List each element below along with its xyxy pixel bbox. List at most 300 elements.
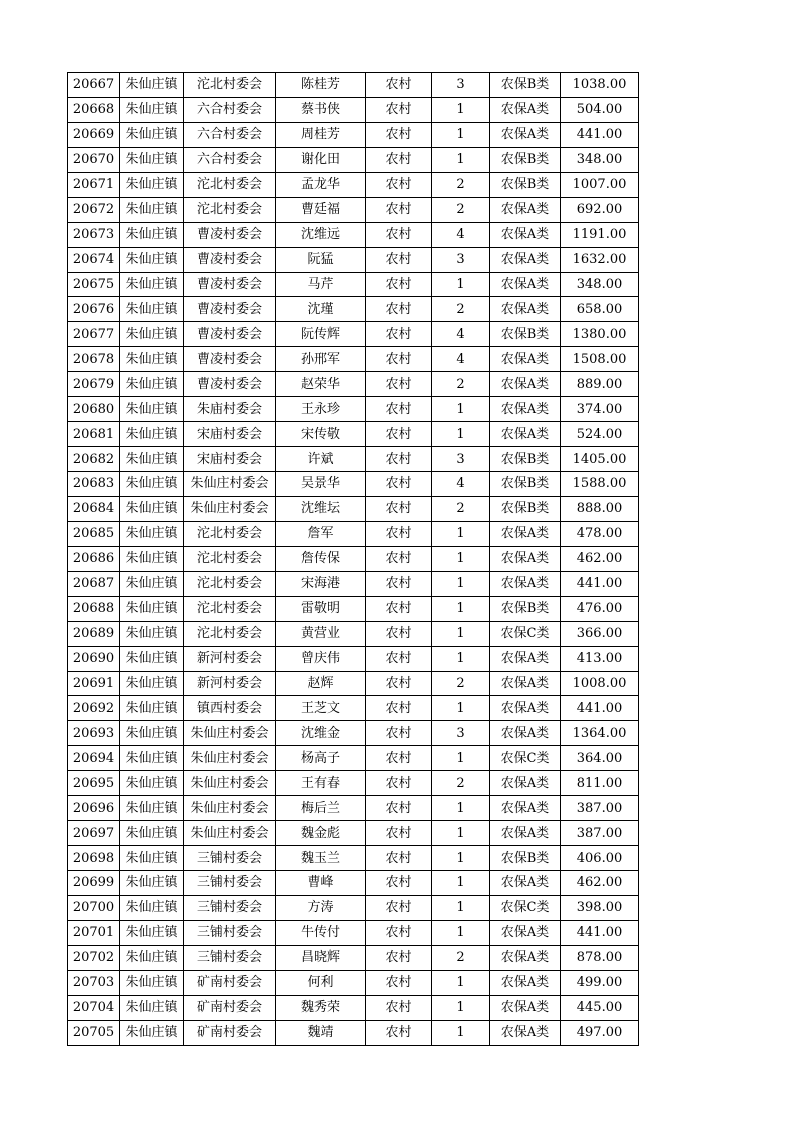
village-cell: 沱北村委会 — [184, 172, 276, 197]
town-cell: 朱仙庄镇 — [120, 397, 184, 422]
household-size-cell: 2 — [432, 172, 490, 197]
category-cell: 农保B类 — [490, 472, 561, 497]
table-row — [68, 272, 639, 297]
village-cell: 曹凌村委会 — [184, 322, 276, 347]
category-cell: 农保A类 — [490, 397, 561, 422]
village-cell: 朱仙庄村委会 — [184, 771, 276, 796]
town-cell: 朱仙庄镇 — [120, 496, 184, 521]
category-cell: 农保A类 — [490, 521, 561, 546]
name-cell: 詹传保 — [276, 546, 366, 571]
household-size-cell: 1 — [432, 970, 490, 995]
area-type-cell: 农村 — [366, 970, 432, 995]
household-size-cell: 4 — [432, 347, 490, 372]
name-cell: 王芝文 — [276, 696, 366, 721]
table-row — [68, 671, 639, 696]
area-type-cell: 农村 — [366, 472, 432, 497]
amount-cell: 413.00 — [561, 646, 639, 671]
name-cell: 许斌 — [276, 447, 366, 472]
village-cell: 朱仙庄村委会 — [184, 496, 276, 521]
table-row — [68, 821, 639, 846]
household-size-cell: 1 — [432, 796, 490, 821]
area-type-cell: 农村 — [366, 696, 432, 721]
village-cell: 沱北村委会 — [184, 546, 276, 571]
area-type-cell: 农村 — [366, 945, 432, 970]
name-cell: 阮传辉 — [276, 322, 366, 347]
village-cell: 镇西村委会 — [184, 696, 276, 721]
name-cell: 雷敬明 — [276, 596, 366, 621]
household-size-cell: 1 — [432, 895, 490, 920]
name-cell: 詹军 — [276, 521, 366, 546]
household-size-cell: 2 — [432, 671, 490, 696]
area-type-cell: 农村 — [366, 846, 432, 871]
town-cell: 朱仙庄镇 — [120, 73, 184, 98]
area-type-cell: 农村 — [366, 397, 432, 422]
category-cell: 农保B类 — [490, 172, 561, 197]
table-row — [68, 397, 639, 422]
name-cell: 黄营业 — [276, 621, 366, 646]
record-id-cell: 20700 — [68, 895, 120, 920]
area-type-cell: 农村 — [366, 895, 432, 920]
category-cell: 农保A类 — [490, 571, 561, 596]
name-cell: 曾庆伟 — [276, 646, 366, 671]
category-cell: 农保A类 — [490, 970, 561, 995]
household-size-cell: 3 — [432, 247, 490, 272]
village-cell: 沱北村委会 — [184, 621, 276, 646]
record-id-cell: 20678 — [68, 347, 120, 372]
area-type-cell: 农村 — [366, 746, 432, 771]
record-id-cell: 20683 — [68, 472, 120, 497]
record-id-cell: 20674 — [68, 247, 120, 272]
table-row — [68, 172, 639, 197]
town-cell: 朱仙庄镇 — [120, 472, 184, 497]
area-type-cell: 农村 — [366, 771, 432, 796]
table-row — [68, 347, 639, 372]
village-cell: 曹凌村委会 — [184, 372, 276, 397]
amount-cell: 811.00 — [561, 771, 639, 796]
town-cell: 朱仙庄镇 — [120, 122, 184, 147]
amount-cell: 692.00 — [561, 197, 639, 222]
name-cell: 赵辉 — [276, 671, 366, 696]
village-cell: 矿南村委会 — [184, 995, 276, 1020]
record-id-cell: 20701 — [68, 920, 120, 945]
household-size-cell: 1 — [432, 546, 490, 571]
area-type-cell: 农村 — [366, 521, 432, 546]
town-cell: 朱仙庄镇 — [120, 771, 184, 796]
amount-cell: 374.00 — [561, 397, 639, 422]
record-id-cell: 20680 — [68, 397, 120, 422]
area-type-cell: 农村 — [366, 1020, 432, 1045]
area-type-cell: 农村 — [366, 322, 432, 347]
name-cell: 马芹 — [276, 272, 366, 297]
area-type-cell: 农村 — [366, 422, 432, 447]
household-size-cell: 1 — [432, 122, 490, 147]
record-id-cell: 20689 — [68, 621, 120, 646]
village-cell: 三铺村委会 — [184, 920, 276, 945]
category-cell: 农保A类 — [490, 821, 561, 846]
area-type-cell: 农村 — [366, 571, 432, 596]
category-cell: 农保A类 — [490, 920, 561, 945]
town-cell: 朱仙庄镇 — [120, 97, 184, 122]
name-cell: 孟龙华 — [276, 172, 366, 197]
town-cell: 朱仙庄镇 — [120, 247, 184, 272]
town-cell: 朱仙庄镇 — [120, 147, 184, 172]
household-size-cell: 1 — [432, 846, 490, 871]
village-cell: 沱北村委会 — [184, 521, 276, 546]
area-type-cell: 农村 — [366, 671, 432, 696]
town-cell: 朱仙庄镇 — [120, 746, 184, 771]
amount-cell: 445.00 — [561, 995, 639, 1020]
category-cell: 农保C类 — [490, 621, 561, 646]
village-cell: 朱仙庄村委会 — [184, 746, 276, 771]
area-type-cell: 农村 — [366, 222, 432, 247]
household-size-cell: 1 — [432, 147, 490, 172]
category-cell: 农保A类 — [490, 995, 561, 1020]
amount-cell: 1038.00 — [561, 73, 639, 98]
name-cell: 魏玉兰 — [276, 846, 366, 871]
village-cell: 矿南村委会 — [184, 1020, 276, 1045]
name-cell: 沈维金 — [276, 721, 366, 746]
area-type-cell: 农村 — [366, 447, 432, 472]
amount-cell: 1191.00 — [561, 222, 639, 247]
record-id-cell: 20675 — [68, 272, 120, 297]
village-cell: 三铺村委会 — [184, 846, 276, 871]
category-cell: 农保A类 — [490, 771, 561, 796]
household-size-cell: 2 — [432, 372, 490, 397]
household-size-cell: 3 — [432, 447, 490, 472]
name-cell: 阮猛 — [276, 247, 366, 272]
category-cell: 农保A类 — [490, 122, 561, 147]
name-cell: 吴景华 — [276, 472, 366, 497]
table-row — [68, 721, 639, 746]
town-cell: 朱仙庄镇 — [120, 272, 184, 297]
area-type-cell: 农村 — [366, 197, 432, 222]
record-id-cell: 20679 — [68, 372, 120, 397]
table-row — [68, 521, 639, 546]
household-size-cell: 1 — [432, 646, 490, 671]
village-cell: 曹凌村委会 — [184, 222, 276, 247]
town-cell: 朱仙庄镇 — [120, 721, 184, 746]
area-type-cell: 农村 — [366, 247, 432, 272]
household-size-cell: 1 — [432, 746, 490, 771]
amount-cell: 1588.00 — [561, 472, 639, 497]
amount-cell: 497.00 — [561, 1020, 639, 1045]
area-type-cell: 农村 — [366, 372, 432, 397]
amount-cell: 348.00 — [561, 147, 639, 172]
category-cell: 农保A类 — [490, 796, 561, 821]
table-row — [68, 871, 639, 896]
town-cell: 朱仙庄镇 — [120, 1020, 184, 1045]
amount-cell: 441.00 — [561, 571, 639, 596]
category-cell: 农保A类 — [490, 347, 561, 372]
category-cell: 农保A类 — [490, 721, 561, 746]
table-row — [68, 1020, 639, 1045]
record-id-cell: 20696 — [68, 796, 120, 821]
household-size-cell: 2 — [432, 496, 490, 521]
table-row — [68, 472, 639, 497]
category-cell: 农保B类 — [490, 322, 561, 347]
table-row — [68, 322, 639, 347]
household-size-cell: 1 — [432, 521, 490, 546]
name-cell: 魏靖 — [276, 1020, 366, 1045]
household-size-cell: 1 — [432, 1020, 490, 1045]
amount-cell: 364.00 — [561, 746, 639, 771]
household-size-cell: 2 — [432, 771, 490, 796]
amount-cell: 888.00 — [561, 496, 639, 521]
village-cell: 三铺村委会 — [184, 895, 276, 920]
category-cell: 农保A类 — [490, 247, 561, 272]
area-type-cell: 农村 — [366, 73, 432, 98]
village-cell: 三铺村委会 — [184, 945, 276, 970]
table-row — [68, 596, 639, 621]
record-id-cell: 20687 — [68, 571, 120, 596]
category-cell: 农保B类 — [490, 596, 561, 621]
name-cell: 陈桂芳 — [276, 73, 366, 98]
name-cell: 魏秀荣 — [276, 995, 366, 1020]
household-size-cell: 1 — [432, 397, 490, 422]
name-cell: 沈维远 — [276, 222, 366, 247]
table-row — [68, 995, 639, 1020]
amount-cell: 524.00 — [561, 422, 639, 447]
household-size-cell: 2 — [432, 297, 490, 322]
amount-cell: 476.00 — [561, 596, 639, 621]
records-table — [67, 72, 639, 1046]
table-row — [68, 122, 639, 147]
village-cell: 朱仙庄村委会 — [184, 796, 276, 821]
amount-cell: 878.00 — [561, 945, 639, 970]
amount-cell: 504.00 — [561, 97, 639, 122]
household-size-cell: 1 — [432, 995, 490, 1020]
amount-cell: 348.00 — [561, 272, 639, 297]
amount-cell: 462.00 — [561, 871, 639, 896]
category-cell: 农保A类 — [490, 222, 561, 247]
area-type-cell: 农村 — [366, 297, 432, 322]
amount-cell: 387.00 — [561, 796, 639, 821]
amount-cell: 441.00 — [561, 920, 639, 945]
table-row — [68, 796, 639, 821]
category-cell: 农保A类 — [490, 297, 561, 322]
category-cell: 农保A类 — [490, 1020, 561, 1045]
area-type-cell: 农村 — [366, 122, 432, 147]
name-cell: 王永珍 — [276, 397, 366, 422]
household-size-cell: 1 — [432, 821, 490, 846]
record-id-cell: 20668 — [68, 97, 120, 122]
record-id-cell: 20693 — [68, 721, 120, 746]
record-id-cell: 20667 — [68, 73, 120, 98]
name-cell: 魏金彪 — [276, 821, 366, 846]
name-cell: 赵荣华 — [276, 372, 366, 397]
record-id-cell: 20670 — [68, 147, 120, 172]
amount-cell: 1364.00 — [561, 721, 639, 746]
record-id-cell: 20671 — [68, 172, 120, 197]
area-type-cell: 农村 — [366, 347, 432, 372]
name-cell: 宋海港 — [276, 571, 366, 596]
category-cell: 农保A类 — [490, 197, 561, 222]
town-cell: 朱仙庄镇 — [120, 696, 184, 721]
town-cell: 朱仙庄镇 — [120, 596, 184, 621]
category-cell: 农保C类 — [490, 895, 561, 920]
village-cell: 六合村委会 — [184, 122, 276, 147]
table-row — [68, 496, 639, 521]
area-type-cell: 农村 — [366, 721, 432, 746]
table-row — [68, 73, 639, 98]
amount-cell: 366.00 — [561, 621, 639, 646]
amount-cell: 406.00 — [561, 846, 639, 871]
household-size-cell: 1 — [432, 596, 490, 621]
name-cell: 方涛 — [276, 895, 366, 920]
household-size-cell: 1 — [432, 920, 490, 945]
table-row — [68, 247, 639, 272]
household-size-cell: 2 — [432, 197, 490, 222]
town-cell: 朱仙庄镇 — [120, 197, 184, 222]
amount-cell: 398.00 — [561, 895, 639, 920]
table-row — [68, 646, 639, 671]
area-type-cell: 农村 — [366, 920, 432, 945]
name-cell: 牛传付 — [276, 920, 366, 945]
town-cell: 朱仙庄镇 — [120, 945, 184, 970]
record-id-cell: 20705 — [68, 1020, 120, 1045]
amount-cell: 499.00 — [561, 970, 639, 995]
record-id-cell: 20703 — [68, 970, 120, 995]
village-cell: 新河村委会 — [184, 646, 276, 671]
name-cell: 昌晓辉 — [276, 945, 366, 970]
village-cell: 矿南村委会 — [184, 970, 276, 995]
name-cell: 沈维坛 — [276, 496, 366, 521]
category-cell: 农保A类 — [490, 696, 561, 721]
area-type-cell: 农村 — [366, 546, 432, 571]
village-cell: 沱北村委会 — [184, 571, 276, 596]
category-cell: 农保A类 — [490, 546, 561, 571]
area-type-cell: 农村 — [366, 172, 432, 197]
household-size-cell: 1 — [432, 571, 490, 596]
village-cell: 宋庙村委会 — [184, 422, 276, 447]
area-type-cell: 农村 — [366, 646, 432, 671]
area-type-cell: 农村 — [366, 97, 432, 122]
name-cell: 曹峰 — [276, 871, 366, 896]
town-cell: 朱仙庄镇 — [120, 821, 184, 846]
amount-cell: 462.00 — [561, 546, 639, 571]
category-cell: 农保A类 — [490, 871, 561, 896]
category-cell: 农保B类 — [490, 496, 561, 521]
village-cell: 曹凌村委会 — [184, 272, 276, 297]
village-cell: 朱仙庄村委会 — [184, 821, 276, 846]
village-cell: 朱仙庄村委会 — [184, 721, 276, 746]
record-id-cell: 20698 — [68, 846, 120, 871]
town-cell: 朱仙庄镇 — [120, 970, 184, 995]
record-id-cell: 20685 — [68, 521, 120, 546]
category-cell: 农保B类 — [490, 147, 561, 172]
town-cell: 朱仙庄镇 — [120, 546, 184, 571]
town-cell: 朱仙庄镇 — [120, 222, 184, 247]
table-row — [68, 97, 639, 122]
table-row — [68, 197, 639, 222]
village-cell: 六合村委会 — [184, 97, 276, 122]
table-row — [68, 746, 639, 771]
amount-cell: 1008.00 — [561, 671, 639, 696]
amount-cell: 1007.00 — [561, 172, 639, 197]
village-cell: 沱北村委会 — [184, 197, 276, 222]
table-row — [68, 147, 639, 172]
town-cell: 朱仙庄镇 — [120, 846, 184, 871]
area-type-cell: 农村 — [366, 871, 432, 896]
name-cell: 谢化田 — [276, 147, 366, 172]
town-cell: 朱仙庄镇 — [120, 671, 184, 696]
record-id-cell: 20694 — [68, 746, 120, 771]
table-row — [68, 546, 639, 571]
town-cell: 朱仙庄镇 — [120, 621, 184, 646]
category-cell: 农保A类 — [490, 671, 561, 696]
category-cell: 农保A类 — [490, 422, 561, 447]
town-cell: 朱仙庄镇 — [120, 347, 184, 372]
area-type-cell: 农村 — [366, 147, 432, 172]
record-id-cell: 20688 — [68, 596, 120, 621]
town-cell: 朱仙庄镇 — [120, 521, 184, 546]
table-row — [68, 846, 639, 871]
amount-cell: 478.00 — [561, 521, 639, 546]
town-cell: 朱仙庄镇 — [120, 871, 184, 896]
town-cell: 朱仙庄镇 — [120, 646, 184, 671]
amount-cell: 1508.00 — [561, 347, 639, 372]
area-type-cell: 农村 — [366, 496, 432, 521]
household-size-cell: 1 — [432, 97, 490, 122]
town-cell: 朱仙庄镇 — [120, 297, 184, 322]
area-type-cell: 农村 — [366, 272, 432, 297]
record-id-cell: 20686 — [68, 546, 120, 571]
records-table-body — [68, 73, 639, 1046]
name-cell: 孙邢军 — [276, 347, 366, 372]
village-cell: 曹凌村委会 — [184, 247, 276, 272]
village-cell: 曹凌村委会 — [184, 347, 276, 372]
town-cell: 朱仙庄镇 — [120, 447, 184, 472]
record-id-cell: 20673 — [68, 222, 120, 247]
village-cell: 曹凌村委会 — [184, 297, 276, 322]
table-row — [68, 422, 639, 447]
amount-cell: 441.00 — [561, 122, 639, 147]
village-cell: 沱北村委会 — [184, 596, 276, 621]
village-cell: 新河村委会 — [184, 671, 276, 696]
household-size-cell: 1 — [432, 422, 490, 447]
town-cell: 朱仙庄镇 — [120, 172, 184, 197]
category-cell: 农保C类 — [490, 746, 561, 771]
household-size-cell: 1 — [432, 871, 490, 896]
household-size-cell: 3 — [432, 721, 490, 746]
village-cell: 朱仙庄村委会 — [184, 472, 276, 497]
record-id-cell: 20695 — [68, 771, 120, 796]
table-row — [68, 297, 639, 322]
town-cell: 朱仙庄镇 — [120, 571, 184, 596]
category-cell: 农保A类 — [490, 646, 561, 671]
name-cell: 杨高子 — [276, 746, 366, 771]
record-id-cell: 20669 — [68, 122, 120, 147]
table-row — [68, 222, 639, 247]
record-id-cell: 20702 — [68, 945, 120, 970]
household-size-cell: 1 — [432, 621, 490, 646]
name-cell: 何利 — [276, 970, 366, 995]
area-type-cell: 农村 — [366, 621, 432, 646]
town-cell: 朱仙庄镇 — [120, 422, 184, 447]
name-cell: 曹廷福 — [276, 197, 366, 222]
name-cell: 王有春 — [276, 771, 366, 796]
table-row — [68, 447, 639, 472]
amount-cell: 889.00 — [561, 372, 639, 397]
record-id-cell: 20690 — [68, 646, 120, 671]
name-cell: 蔡书侠 — [276, 97, 366, 122]
amount-cell: 387.00 — [561, 821, 639, 846]
category-cell: 农保B类 — [490, 447, 561, 472]
record-id-cell: 20682 — [68, 447, 120, 472]
household-size-cell: 2 — [432, 945, 490, 970]
town-cell: 朱仙庄镇 — [120, 372, 184, 397]
table-row — [68, 771, 639, 796]
